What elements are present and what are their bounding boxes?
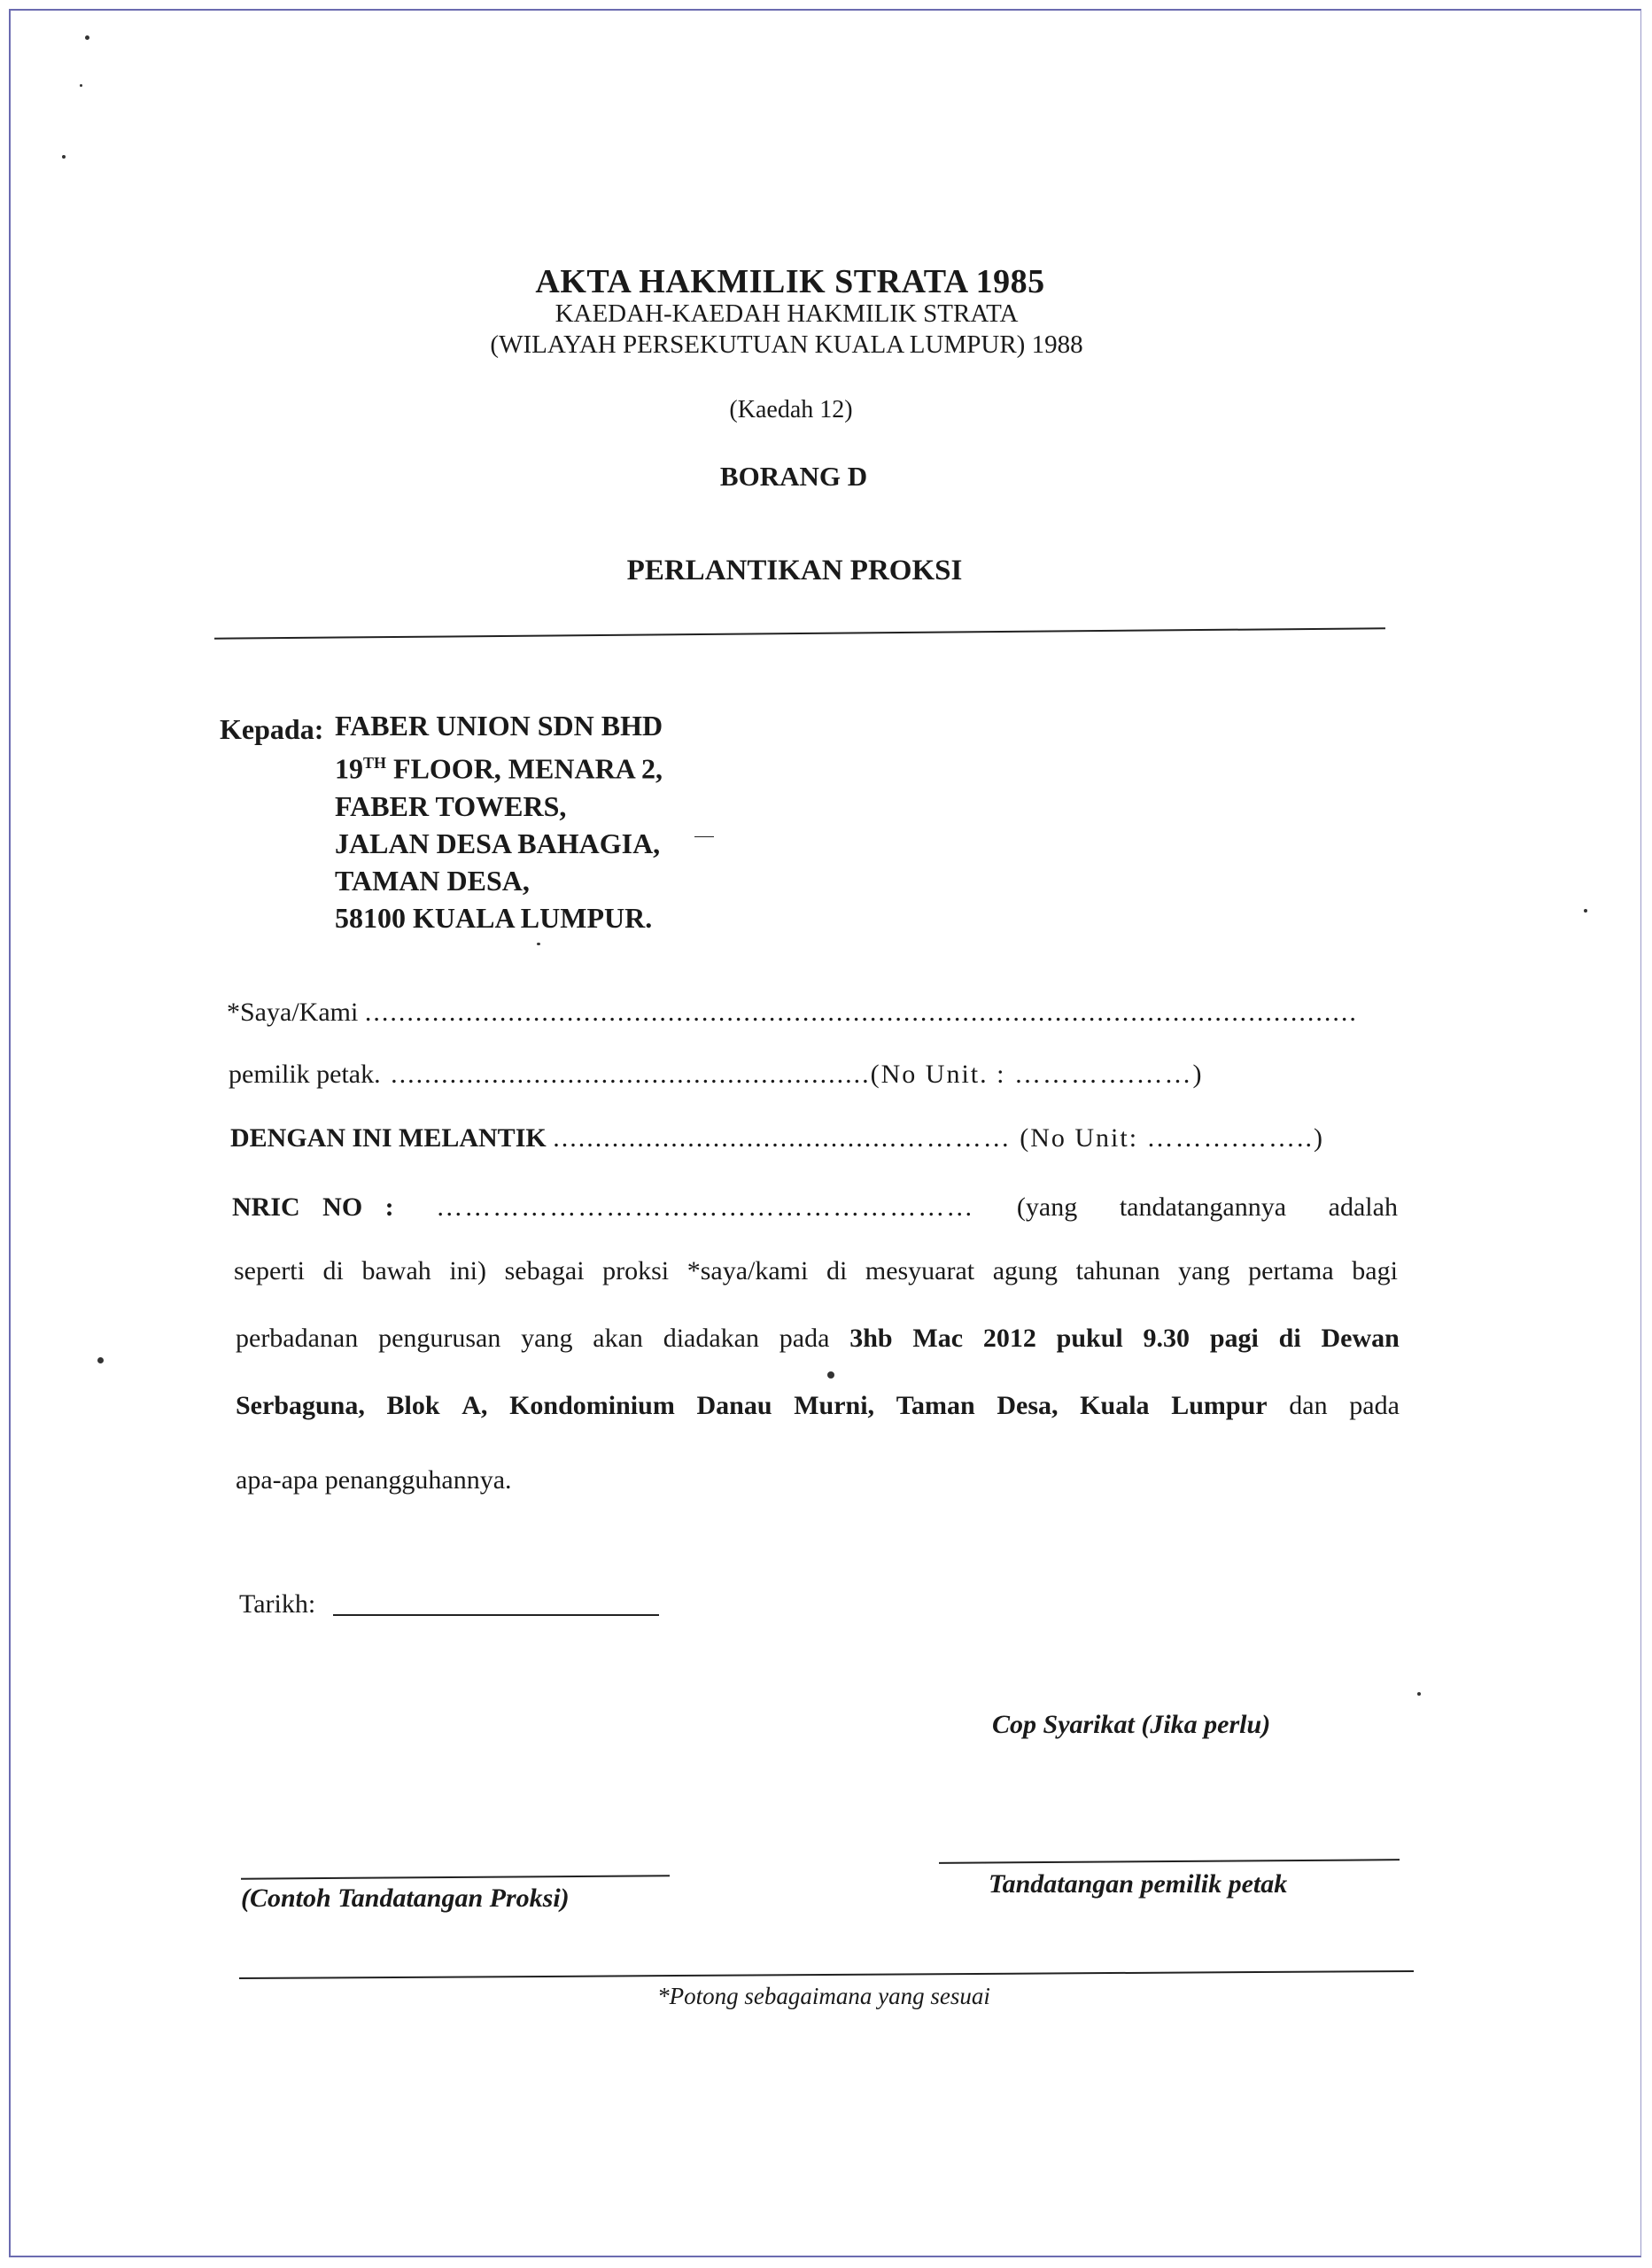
body-line-2-bold-word: Dewan bbox=[1321, 1324, 1400, 1353]
body-line-3 bbox=[236, 1391, 1400, 1421]
body-line-1-word: sebagai bbox=[504, 1256, 585, 1285]
recipient-company: FABER UNION SDN BHD bbox=[335, 710, 663, 742]
body-line-1-word: *saya/kami bbox=[686, 1256, 809, 1285]
footer-note: *Potong sebagaimana yang sesuai bbox=[657, 1983, 990, 2009]
body-line-1-word: mesyuarat bbox=[865, 1256, 975, 1285]
pemilik-petak-field[interactable]: . .........................................................(No Unit. : ………….……) bbox=[374, 1060, 1204, 1089]
scan-speck bbox=[694, 836, 714, 837]
body-line-3-bold-word: Blok bbox=[386, 1391, 440, 1420]
recipient-street: JALAN DESA BAHAGIA, bbox=[335, 827, 661, 859]
melantik-line bbox=[230, 1123, 1324, 1153]
nric-tail-1: (yang bbox=[1016, 1192, 1078, 1222]
body-line-2-bold-word: pukul bbox=[1056, 1324, 1123, 1353]
body-line-1 bbox=[234, 1256, 1398, 1286]
body-line-1-word: bagi bbox=[1352, 1256, 1398, 1285]
company-stamp-label: Cop Syarikat (Jika perlu) bbox=[992, 1710, 1271, 1739]
body-line-2-bold-word: 9.30 bbox=[1143, 1324, 1191, 1353]
body-line-3-bold-word: Taman bbox=[896, 1391, 975, 1420]
body-line-2-word: diadakan bbox=[663, 1324, 759, 1353]
body-line-2-bold-word: Mac bbox=[912, 1324, 964, 1353]
saya-kami-field[interactable]: ...................................................................................................................... bbox=[364, 998, 1358, 1027]
scan-speck bbox=[827, 1371, 834, 1379]
body-line-1-word: ini) bbox=[449, 1256, 487, 1285]
scan-speck bbox=[1584, 909, 1587, 913]
scan-speck bbox=[537, 943, 540, 945]
recipient-block bbox=[335, 707, 663, 936]
scan-speck bbox=[80, 84, 82, 87]
body-line-1-word: yang bbox=[1178, 1256, 1230, 1285]
nric-label: NRIC NO : bbox=[232, 1192, 394, 1222]
body-line-2-word: pengurusan bbox=[378, 1324, 501, 1353]
body-line-3-bold-word: Serbaguna, bbox=[236, 1391, 365, 1420]
recipient-city: 58100 KUALA LUMPUR. bbox=[335, 901, 653, 934]
recipient-area: TAMAN DESA, bbox=[335, 864, 530, 897]
body-line-1-word: bawah bbox=[361, 1256, 431, 1285]
body-line-1-word: agung bbox=[992, 1256, 1059, 1285]
recipient-label: Kepada: bbox=[220, 713, 324, 745]
body-line-2-word: yang bbox=[521, 1324, 573, 1353]
body-line-1-word: proksi bbox=[602, 1256, 670, 1285]
form-title: PERLANTIKAN PROKSI bbox=[626, 555, 963, 586]
body-line-3-word: dan bbox=[1289, 1391, 1328, 1420]
body-line-1-word: tahunan bbox=[1075, 1256, 1160, 1285]
body-line-2-word: pada bbox=[779, 1324, 830, 1353]
pemilik-petak-line bbox=[229, 1060, 1203, 1090]
proxy-signature-label: (Contoh Tandatangan Proksi) bbox=[241, 1884, 570, 1913]
scan-speck bbox=[62, 155, 66, 159]
melantik-label: DENGAN INI MELANTIK bbox=[230, 1123, 547, 1153]
body-line-1-word: di bbox=[826, 1256, 848, 1285]
body-line-1-word: seperti bbox=[234, 1256, 305, 1285]
owner-signature-label: Tandatangan pemilik petak bbox=[989, 1869, 1288, 1899]
body-line-3-bold-word: Murni, bbox=[794, 1391, 875, 1420]
recipient-floor: 19TH FLOOR, MENARA 2, bbox=[335, 752, 663, 785]
recipient-building: FABER TOWERS, bbox=[335, 789, 567, 822]
scan-speck bbox=[97, 1357, 104, 1363]
body-line-3-bold-word: Danau bbox=[696, 1391, 772, 1420]
pemilik-petak-label: pemilik petak bbox=[229, 1060, 375, 1089]
date-field[interactable] bbox=[333, 1614, 659, 1616]
saya-kami-label: *Saya/Kami bbox=[227, 998, 359, 1027]
body-line-3-bold-word: Lumpur bbox=[1171, 1391, 1268, 1420]
body-line-3-word: pada bbox=[1349, 1391, 1400, 1420]
territory-title: (WILAYAH PERSEKUTUAN KUALA LUMPUR) 1988 bbox=[490, 330, 1083, 359]
body-line-3-bold-word: Kondominium bbox=[509, 1391, 675, 1420]
form-name: BORANG D bbox=[719, 461, 868, 492]
body-line-2-bold-word: pagi bbox=[1209, 1324, 1259, 1353]
rule-reference: (Kaedah 12) bbox=[729, 396, 853, 423]
nric-tail-2: tandatangannya bbox=[1119, 1192, 1287, 1222]
body-line-3-bold-word: Desa, bbox=[997, 1391, 1059, 1420]
nric-field[interactable]: ………………………………………………… bbox=[436, 1192, 975, 1222]
body-line-2-word: akan bbox=[593, 1324, 643, 1353]
body-line-4: apa-apa penangguhannya. bbox=[236, 1465, 512, 1495]
body-line-2-word: perbadanan bbox=[236, 1324, 359, 1353]
body-line-2-bold-word: 2012 bbox=[982, 1324, 1036, 1353]
body-line-1-word: pertama bbox=[1248, 1256, 1334, 1285]
body-line-2-bold-word: di bbox=[1278, 1324, 1301, 1353]
body-line-1-word: di bbox=[322, 1256, 344, 1285]
body-line-3-bold-word: Kuala bbox=[1080, 1391, 1150, 1420]
body-line-2-bold-word: 3hb bbox=[849, 1324, 893, 1353]
nric-line bbox=[232, 1192, 1398, 1223]
saya-kami-line bbox=[227, 998, 1358, 1028]
date-label: Tarikh: bbox=[239, 1589, 316, 1619]
nric-tail-3: adalah bbox=[1328, 1192, 1398, 1222]
body-line-2 bbox=[236, 1324, 1400, 1354]
scan-speck bbox=[1417, 1692, 1421, 1696]
melantik-field[interactable]: .........................................………… (No Unit: ……….……..) bbox=[553, 1123, 1325, 1153]
act-title: AKTA HAKMILIK STRATA 1985 bbox=[535, 263, 1045, 300]
body-line-3-bold-word: A, bbox=[461, 1391, 488, 1420]
scan-speck bbox=[85, 35, 89, 40]
rules-title: KAEDAH-KAEDAH HAKMILIK STRATA bbox=[555, 299, 1019, 328]
